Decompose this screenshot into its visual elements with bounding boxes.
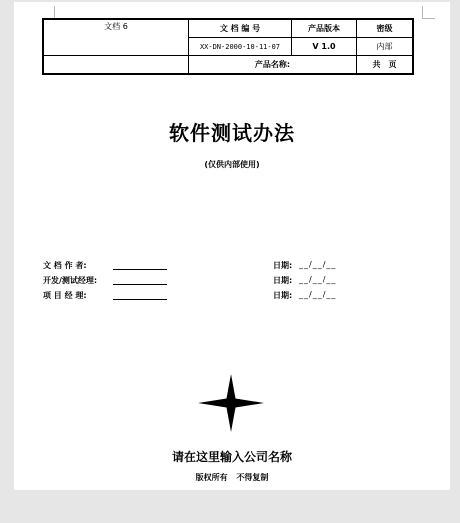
document-subtitle: (仅供内部使用): [204, 160, 260, 169]
version-value[interactable]: V 1.0: [292, 38, 357, 56]
company-name: 请在这里输入公司名称: [171, 450, 292, 464]
doc-number-header[interactable]: 文 档 编 号: [189, 19, 292, 38]
signature-line[interactable]: [113, 299, 167, 300]
security-value[interactable]: 内部: [357, 38, 414, 56]
date-value[interactable]: __/__/__: [299, 275, 337, 284]
signature-row-author: [43, 260, 373, 274]
four-point-star-icon: [198, 374, 264, 432]
signature-row-dev-test-manager: [43, 275, 373, 289]
doc-label: 文档 6: [104, 22, 128, 31]
total-pages[interactable]: 共 页: [357, 56, 414, 75]
crop-mark-top-right: [422, 6, 435, 19]
date-label: 日期:: [273, 276, 293, 285]
document-title: 软件测试办法: [169, 121, 295, 145]
date-label: 日期:: [273, 291, 293, 300]
doc-number-value[interactable]: XX-DN-2000-10-11-07: [189, 38, 292, 56]
date-value[interactable]: __/__/__: [299, 260, 337, 269]
security-header[interactable]: 密级: [357, 19, 414, 38]
signature-line[interactable]: [113, 284, 167, 285]
header-table: [42, 18, 414, 75]
signature-label: 开发/测试经理:: [43, 276, 98, 285]
version-header[interactable]: 产品版本: [292, 19, 357, 38]
signature-line[interactable]: [113, 269, 167, 270]
signature-label: 文 档 作 者:: [43, 261, 87, 270]
product-name-label[interactable]: 产品名称:: [189, 56, 357, 75]
date-value[interactable]: __/__/__: [299, 290, 337, 299]
empty-cell[interactable]: [43, 56, 189, 75]
copyright-notice: 版权所有 不得复制: [195, 473, 269, 482]
document-page: [14, 2, 450, 490]
signature-label: 项 目 经 理:: [43, 291, 87, 300]
signature-row-project-manager: [43, 290, 373, 304]
doc-label-cell[interactable]: [43, 19, 189, 56]
date-label: 日期:: [273, 261, 293, 270]
